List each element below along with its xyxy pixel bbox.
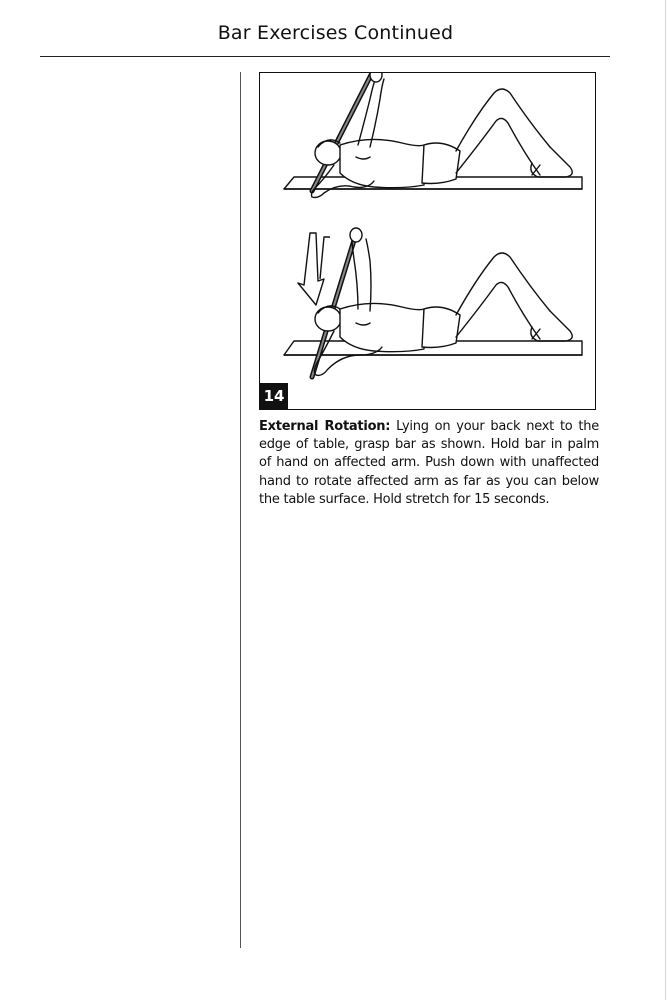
lower-pose <box>284 228 582 377</box>
down-arrow-icon <box>298 233 330 305</box>
caption-body: Lying on your back next to the edge of table, grasp bar as shown. Hold bar in palm of hand on affected arm. Push down with unaffected hand to rotate affected arm as far as you can below the table surface. Hold stretch for 15 seconds. <box>259 419 599 507</box>
caption-heading: External Rotation: <box>259 419 391 434</box>
exercise-figure <box>259 72 596 410</box>
page-edge <box>665 0 666 1000</box>
column-divider <box>240 72 241 948</box>
exercise-caption <box>259 418 599 509</box>
page-title: Bar Exercises Continued <box>217 22 454 44</box>
title-divider <box>40 56 610 57</box>
figure-number-badge: 14 <box>260 383 288 409</box>
exercise-illustration <box>260 73 596 410</box>
upper-pose <box>284 73 582 198</box>
